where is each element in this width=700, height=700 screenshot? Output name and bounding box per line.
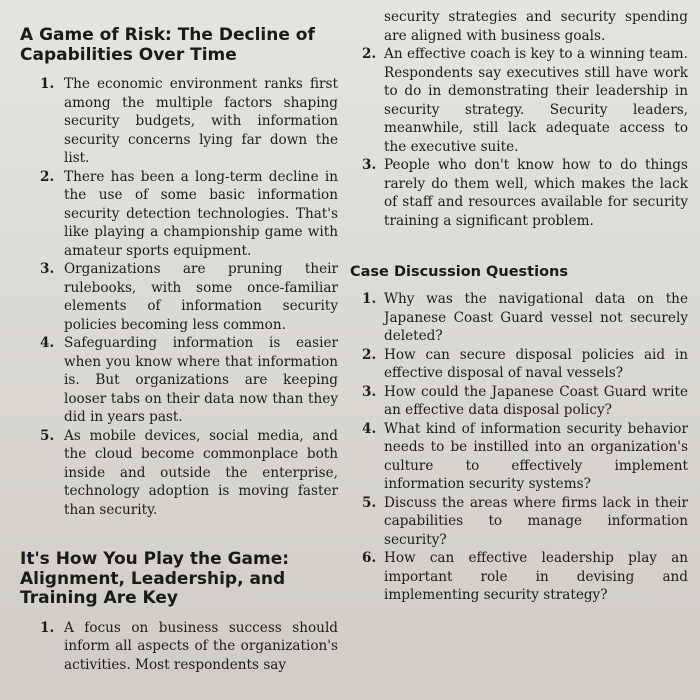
item-number: 4. [40,335,55,351]
item-number: 2. [40,168,55,185]
right-column [350,8,688,605]
question-item [350,346,688,383]
item-text: Safeguarding information is easier when you know where that information is. But organizations are keeping looser tabs on their data now than they did in years past. [64,335,338,425]
list-item [20,260,338,334]
item-number: 2. [362,46,377,62]
item-number: 1. [362,291,377,307]
question-text: How can effective leadership play an important role in devising and implementing security strategy? [384,550,688,603]
item-number: 3. [362,383,377,400]
item-text: As mobile devices, social media, and the cloud become commonplace both inside and outside the enterprise, technology adoption is moving faster than security. [64,427,338,518]
item-text: There has been a long-term decline in the use of some basic information security detection technologies. That's like playing a championship game with amateur sports equipment. [64,168,338,259]
section-block-how-you-play [20,550,338,674]
item-number: 5. [362,494,377,511]
item-text: People who don't know how to do things rarely do them well, which makes the lack of staff and resources available for security training a significant problem. [384,157,688,229]
play-findings-list [20,619,338,675]
item-number: 6. [362,550,377,566]
question-item [350,549,688,605]
question-text: Why was the navigational data on the Japanese Coast Guard vessel not securely deleted? [384,291,688,344]
list-item [350,156,688,230]
risk-findings-list [20,75,338,519]
question-text: What kind of information security behavior needs to be instilled into an organization's culture to effectively implement information security systems? [384,420,688,492]
question-text: How can secure disposal policies aid in effective disposal of naval vessels? [384,346,688,381]
list-item [20,619,338,675]
list-item [20,168,338,261]
play-findings-list-continued [350,45,688,230]
question-text: Discuss the areas where firms lack in their capabilities to manage information security? [384,494,688,548]
item-number: 3. [40,261,55,277]
question-text: How could the Japanese Coast Guard write an effective data disposal policy? [384,383,688,418]
item-number: 1. [40,619,55,636]
list-item [20,427,338,520]
question-item [350,383,688,420]
left-column [20,26,338,674]
item-text: Organizations are pruning their rulebooks, with some once-familiar elements of information security policies becoming less common. [64,261,338,333]
question-item [350,494,688,550]
item-number: 2. [362,346,377,363]
question-item [350,290,688,346]
section-heading-how-you-play: It's How You Play the Game: Alignment, Leadership, and Training Are Key [20,549,290,608]
question-item [350,420,688,494]
item-number: 1. [40,76,55,92]
item-number: 5. [40,427,55,444]
list-item [350,45,688,156]
item-text: The economic environment ranks first among the multiple factors shaping security budgets, with information security concerns lying far down the list. [64,76,338,166]
section-heading-game-of-risk: A Game of Risk: The Decline of Capabilities Over Time [20,25,315,65]
item-number: 4. [362,420,377,437]
item-text: A focus on business success should inform all aspects of the organization's activities. Most respondents say [64,619,338,673]
item-text: An effective coach is key to a winning team. Respondents say executives still have work to do in demonstrating their leadership in security strategy. Security leaders, meanwhile, still lack adequate access to the executive suite. [384,46,688,155]
list-item [20,334,338,427]
continued-text: security strategies and security spending are aligned with business goals. [384,9,688,44]
list-item [20,75,338,168]
section-heading-discussion-questions: Case Discussion Questions [350,264,568,280]
item-number: 3. [362,157,377,173]
discussion-questions-list [350,290,688,605]
